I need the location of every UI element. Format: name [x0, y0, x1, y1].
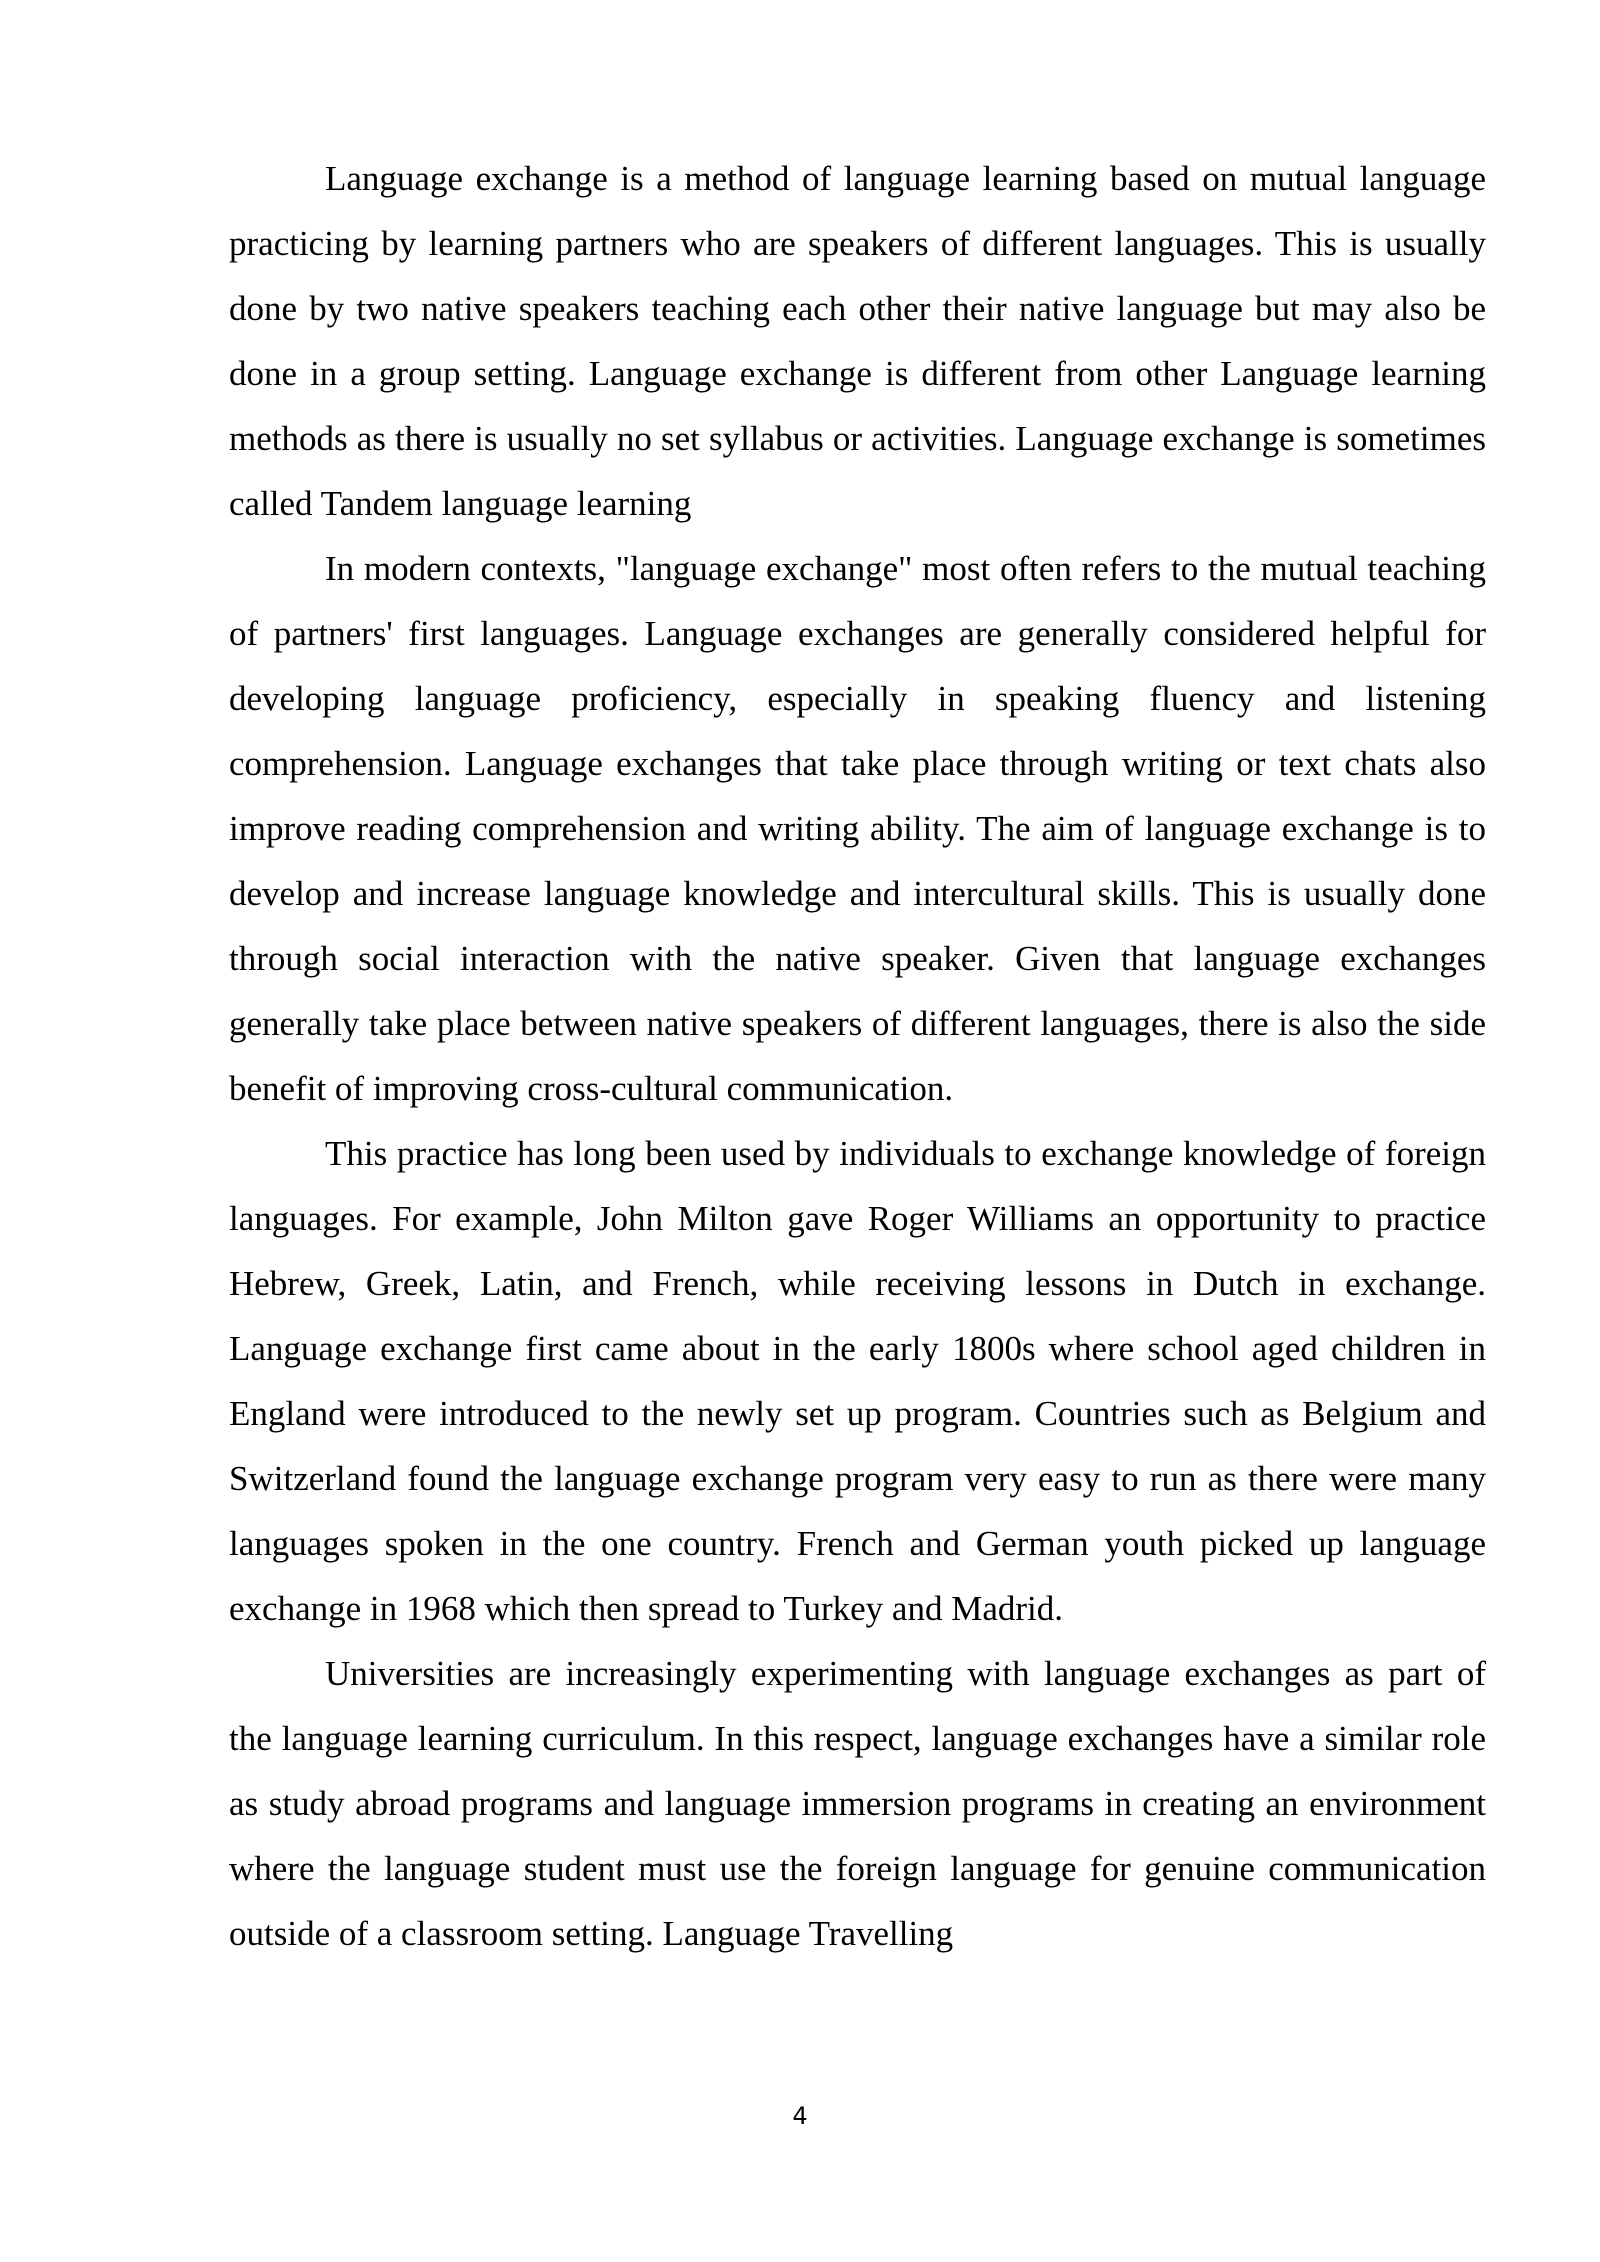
paragraph: Language exchange is a method of language learning based on mutual language practicing by learning partners who are speakers of different languages. This is usually done by two native speakers teaching each other their native language but may also be done in a group setting. Language exchange is different from other Language learning methods as there is usually no set syllabus or activities. Language exchange is sometimes called Tandem language learning [229, 159, 1486, 523]
paragraph: Universities are increasingly experimenting with language exchanges as part of the language learning curriculum. In this respect, language exchanges have a similar role as study abroad programs and language immersion programs in creating an environment where the language student must use the foreign language for genuine communication outside of a classroom setting. Language Travelling [229, 1654, 1486, 1953]
page-number: 4 [792, 2102, 808, 2130]
body-text [229, 146, 1486, 1966]
paragraph: This practice has long been used by individuals to exchange knowledge of foreign languages. For example, John Milton gave Roger Williams an opportunity to practice Hebrew, Greek, Latin, and French, while receiving lessons in Dutch in exchange. Language exchange first came about in the early 1800s where school aged children in England were introduced to the newly set up program. Countries such as Belgium and Switzerland found the language exchange program very easy to run as there were many languages spoken in the one country. French and German youth picked up language exchange in 1968 which then spread to Turkey and Madrid. [229, 1134, 1486, 1628]
paragraph: In modern contexts, "language exchange" most often refers to the mutual teaching of partners' first languages. Language exchanges are generally considered helpful for developing language proficiency, especially in speaking fluency and listening comprehension. Language exchanges that take place through writing or text chats also improve reading comprehension and writing ability. The aim of language exchange is to develop and increase language knowledge and intercultural skills. This is usually done through social interaction with the native speaker. Given that language exchanges generally take place between native speakers of different languages, there is also the side benefit of improving cross-cultural communication. [229, 549, 1486, 1108]
